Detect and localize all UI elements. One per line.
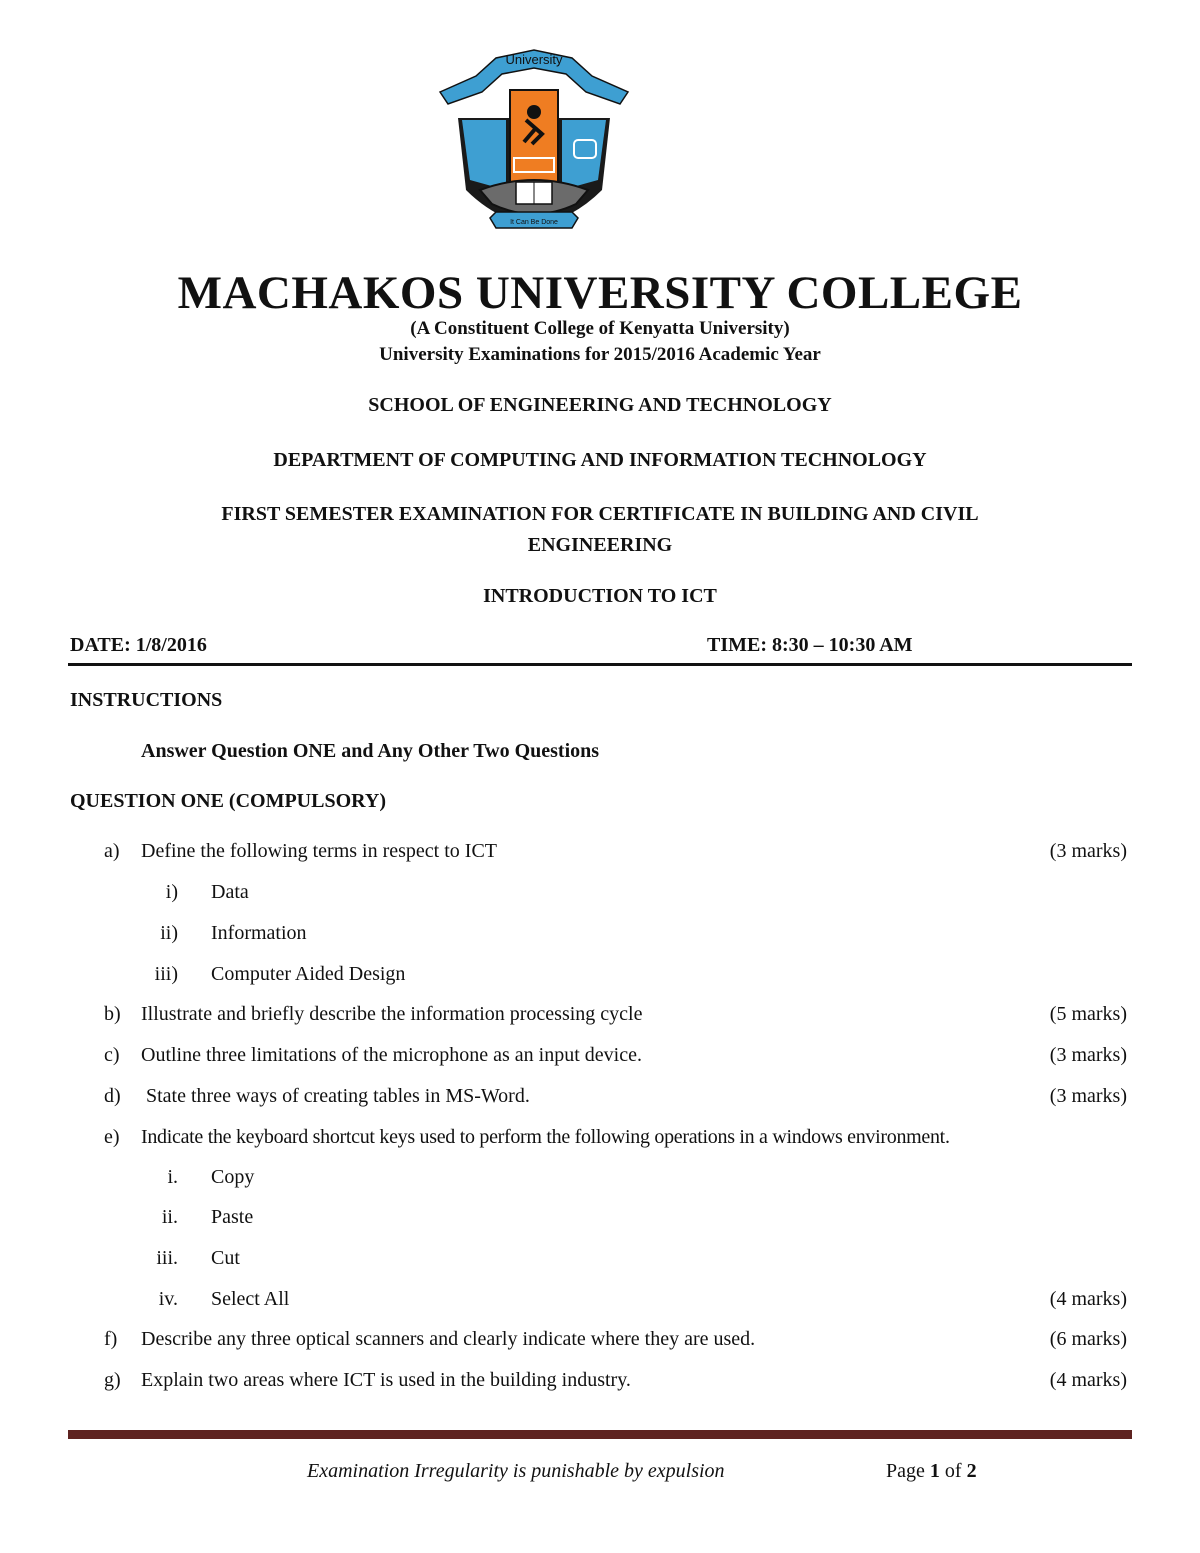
department-name: DEPARTMENT OF COMPUTING AND INFORMATION TECHNOLOGY bbox=[273, 449, 927, 471]
sub-item: ii. Paste bbox=[161, 1206, 254, 1228]
exam-title-line1: FIRST SEMESTER EXAMINATION FOR CERTIFICATE IN BUILDING AND CIVIL bbox=[221, 503, 979, 525]
question-item-e: e) Indicate the keyboard shortcut keys used to perform the following operations in a windows environment. bbox=[104, 1126, 950, 1148]
university-crest-icon bbox=[436, 40, 632, 236]
question-item-a: a) Define the following terms in respect to ICT (3 marks) bbox=[104, 840, 1127, 862]
footer-notice: Examination Irregularity is punishable by expulsion bbox=[307, 1460, 725, 1482]
school-name: SCHOOL OF ENGINEERING AND TECHNOLOGY bbox=[368, 394, 832, 416]
header-divider bbox=[68, 663, 1132, 666]
marks: (6 marks) bbox=[1049, 1328, 1127, 1350]
question-item-d: d) State three ways of creating tables in MS-Word. (3 marks) bbox=[104, 1085, 1127, 1107]
exam-time: TIME: 8:30 – 10:30 AM bbox=[707, 634, 913, 656]
question-item-f: f) Describe any three optical scanners and clearly indicate where they are used. (6 marks) bbox=[104, 1328, 1127, 1350]
institution-name: MACHAKOS UNIVERSITY COLLEGE bbox=[177, 267, 1023, 319]
course-title: INTRODUCTION TO ICT bbox=[483, 585, 717, 607]
exam-year: University Examinations for 2015/2016 Academic Year bbox=[379, 344, 821, 365]
marks: (4 marks) bbox=[1049, 1369, 1127, 1391]
instructions-text: Answer Question ONE and Any Other Two Questions bbox=[141, 740, 600, 762]
sub-item: i) Data bbox=[165, 881, 249, 903]
page-number: Page 1 of 2 bbox=[886, 1460, 977, 1482]
instructions-label: INSTRUCTIONS bbox=[70, 689, 223, 711]
sub-item: i. Copy bbox=[167, 1166, 255, 1188]
marks: (3 marks) bbox=[1049, 1044, 1127, 1066]
marks: (4 marks) bbox=[1049, 1288, 1127, 1310]
question-item-b: b) Illustrate and briefly describe the information processing cycle (5 marks) bbox=[104, 1003, 1127, 1025]
question-item-g: g) Explain two areas where ICT is used in the building industry. (4 marks) bbox=[104, 1369, 1127, 1391]
svg-text:It Can Be Done: It Can Be Done bbox=[510, 219, 558, 226]
svg-text:University: University bbox=[505, 52, 563, 67]
question-item-c: c) Outline three limitations of the microphone as an input device. (3 marks) bbox=[104, 1044, 1127, 1066]
exam-title-line2: ENGINEERING bbox=[527, 534, 673, 556]
exam-date: DATE: 1/8/2016 bbox=[70, 634, 207, 656]
marks: (3 marks) bbox=[1049, 1085, 1127, 1107]
sub-item: iii) Computer Aided Design bbox=[154, 963, 406, 985]
sub-item: ii) Information bbox=[160, 922, 307, 944]
marks: (5 marks) bbox=[1049, 1003, 1127, 1025]
sub-item: iii. Cut bbox=[156, 1247, 240, 1269]
marks: (3 marks) bbox=[1049, 840, 1127, 862]
affiliation: (A Constituent College of Kenyatta University) bbox=[410, 318, 790, 339]
sub-item: iv. Select All (4 marks) bbox=[158, 1288, 1127, 1310]
question-one-title: QUESTION ONE (COMPULSORY) bbox=[70, 790, 386, 812]
footer-divider bbox=[68, 1430, 1132, 1439]
